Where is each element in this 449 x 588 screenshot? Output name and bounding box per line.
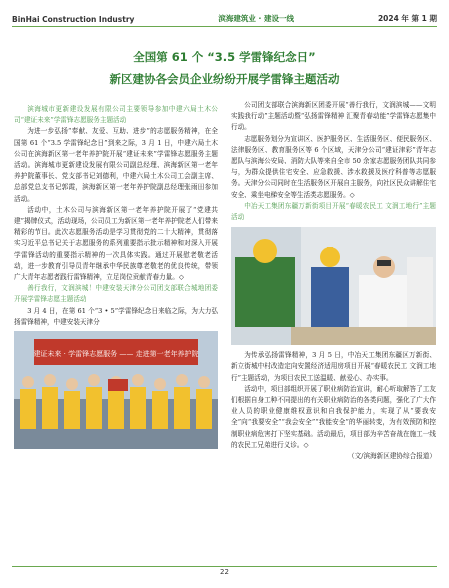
header-issue: 2024 年 第 1 期 [377,14,437,23]
left-paragraph-3: 3 月 4 日，在第 61 个“3 • 5”学雷锋纪念日来临之际，为大力弘扬雷锋精神，中建安装天津分 [14,306,218,326]
header-rule [12,26,437,27]
article-signature: （文/滨海新区建协综合报道） [348,452,436,461]
right-paragraph-3: 为传承弘扬雷锋精神，3 月 5 日，中冶天工集团东疆区万新街、新立街城中村改造定向安置经济适用房项目开展“春暖农民工 文润工地行”主题活动，为项目农民工送温暖、献爱心、办实事。 [231,351,436,382]
header-publication-name: BinHai Construction Industry [12,15,135,24]
section-heading-3: 中冶天工集团东疆万新街项目开展“春暖农民工 文润工地行”主题活动 [231,201,436,222]
photo-volunteers-image [14,331,218,449]
right-paragraph-2: 志愿服务划分为宣讲区、医护服务区、生活服务区、便民服务区、法律服务区、教育服务区等 6 个区域，天津分公司“建证津彩”青年志愿队与滨海公安局、消防大队等来自全市 50 余家志愿服务团队共同参与，为群众提供住宅安全、应急救援、涉水救援及医疗科普等志愿服务。天津分公司同时在生活服务区开展自主服务，向社区民众讲解住宅安全、乘坐电梯安全等生活类志愿服务。◇ [231,134,436,199]
photo-medical-check [231,227,436,345]
section-heading-1: 滨海城市更新建设发展有限公司主要领导参加中建六局土木公司“建证未来”学雷锋志愿服务主题活动 [14,105,218,125]
right-column [231,100,436,462]
volunteer-group [20,387,212,429]
right-paragraph-4: 活动中，项目部组织开展了职业病防治宣讲，耐心听取解答了工友们根据自身工种不同提出的有关职业病防治的各类问题，强化了广大作业人员的职业健康维权意识和自我保护能力，实现了从“要我安全”向“我要安全”“我会安全”“我能安全”的华丽转变，为有效预防和控制职业病危害打下坚实基础。活动最后，项目部为辛苦奋战在施工一线的农民工兄弟进行义诊。◇ [231,384,436,449]
left-column [14,104,218,454]
page-header [12,8,437,24]
right-paragraph-1: 公司团支部联合滨海新区团委开展“善行我行，文润滨城——文明实践我行动”主题活动暨“弘扬雷锋精神 汇聚青春动能”学雷锋志愿集中行动。 [231,101,436,132]
header-section-name: 滨海建筑业 · 建设一线 [218,14,294,23]
left-paragraph-2: 活动中，土木公司与滨海新区第一老年养护院开展了“党建共建”揭牌仪式，活动现场，公司员工为新区第一老年养护院老人们带来精彩的节目。此次志愿服务活动是学习贯彻党的二十大精神，贯彻落实习近平总书记关于志愿服务的系列重要指示批示精神和对深入开展学雷锋活动的重要指示精神的一次具体实践。通过开展慰老敬老活动，进一步教育引导员青年继承中华民族尊老敬老的优良传统，带领广大青年志愿者践行雷锋精神，立足岗位贡献青春力量。◇ [14,205,218,282]
photo-medical-check-image [231,227,436,345]
photo-volunteers [14,331,218,449]
left-paragraph-1: 为进一步弘扬“奉献、友爱、互助、进步”的志愿服务精神，在全国第 61 个“3.5 学雷锋纪念日”到来之际，3 月 1 日，中建六局土木公司在滨海新区第一老年养护院开展“建证未来”学雷锋志愿服务主题活动。滨海城市更新建设发展有限公司副总经理、滨海新区第一老年养护院董事长、党支部书记刘德利，中建六局土木公司工会副主席、总部党总支书记郭霞，滨海新区第一老年养护院副总经理张雨田参加活动。 [14,127,218,203]
article-title [12,46,437,90]
photo-banner-text: 建证未来 · 学雷锋志愿服务 —— 走进第一老年养护院 [33,350,199,359]
title-line-2: 新区建协各会员企业纷纷开展学雷锋主题活动 [109,72,340,86]
section-heading-2: 善行我行，文润滨城！中建安装天津分公司团支部联合城地团委开展学雷锋志愿主题活动 [14,284,218,304]
page-number: 22 [220,568,229,576]
title-line-1: 全国第 61 个 “3.5 学雷锋纪念日” [133,50,316,64]
footer-rule [12,566,437,567]
